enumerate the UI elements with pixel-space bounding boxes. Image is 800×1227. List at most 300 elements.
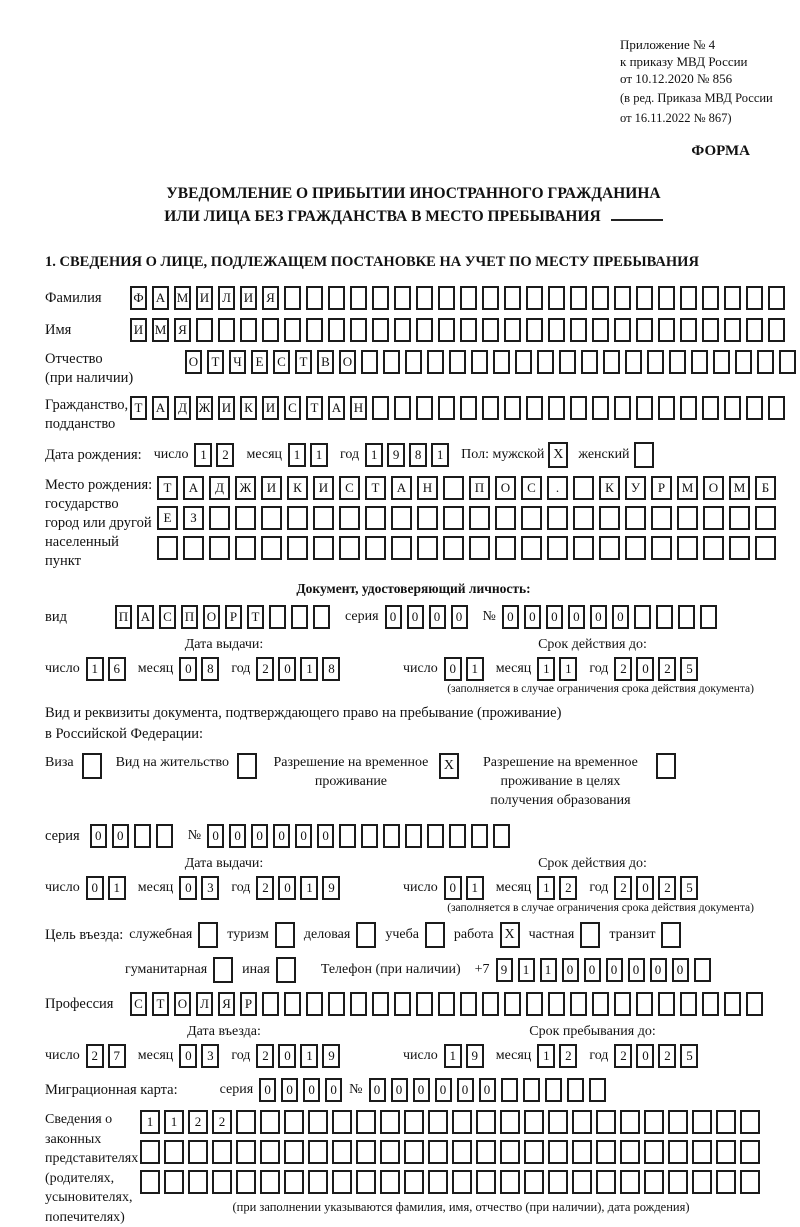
char-cell[interactable] [596,1170,616,1194]
char-cell[interactable] [677,536,698,560]
char-cell[interactable]: 9 [496,958,513,982]
char-cell[interactable] [313,536,334,560]
char-cell[interactable]: 0 [251,824,268,848]
char-cell[interactable]: 1 [540,958,557,982]
char-cell[interactable]: С [521,476,542,500]
char-cell[interactable] [614,286,631,310]
char-cell[interactable] [284,286,301,310]
char-cell[interactable]: И [262,396,279,420]
char-cell[interactable] [339,824,356,848]
char-cell[interactable] [746,286,763,310]
char-cell[interactable]: 6 [108,657,126,681]
char-cell[interactable] [501,1078,518,1102]
char-cell[interactable]: 0 [278,1044,296,1068]
char-cell[interactable] [636,286,653,310]
char-cell[interactable]: 0 [90,824,107,848]
char-cell[interactable] [668,1140,688,1164]
char-cell[interactable]: Б [755,476,776,500]
char-cell[interactable]: 0 [295,824,312,848]
char-cell[interactable]: Л [196,992,213,1016]
char-cell[interactable]: Т [306,396,323,420]
char-cell[interactable] [504,286,521,310]
char-cell[interactable] [416,396,433,420]
char-cell[interactable] [573,506,594,530]
char-cell[interactable] [573,536,594,560]
char-cell[interactable] [372,318,389,342]
char-cell[interactable] [235,506,256,530]
char-cell[interactable]: И [240,286,257,310]
char-cell[interactable] [735,350,752,374]
char-cell[interactable] [573,476,594,500]
char-cell[interactable] [140,1170,160,1194]
char-cell[interactable] [308,1110,328,1134]
char-cell[interactable]: 0 [444,876,462,900]
char-cell[interactable]: С [273,350,290,374]
char-cell[interactable] [548,1170,568,1194]
char-cell[interactable] [416,286,433,310]
char-cell[interactable]: О [203,605,220,629]
char-cell[interactable]: М [677,476,698,500]
char-cell[interactable]: 2 [559,1044,577,1068]
char-cell[interactable] [449,824,466,848]
char-cell[interactable] [380,1110,400,1134]
char-cell[interactable]: 0 [207,824,224,848]
char-cell[interactable]: 0 [369,1078,386,1102]
char-cell[interactable] [757,350,774,374]
char-cell[interactable] [339,506,360,530]
residence-permit-checkbox[interactable] [237,753,257,779]
char-cell[interactable]: 1 [300,1044,318,1068]
char-cell[interactable] [524,1170,544,1194]
char-cell[interactable]: 0 [391,1078,408,1102]
char-cell[interactable] [592,992,609,1016]
char-cell[interactable] [716,1140,736,1164]
char-cell[interactable] [236,1140,256,1164]
char-cell[interactable] [504,396,521,420]
char-cell[interactable]: 1 [444,1044,462,1068]
char-cell[interactable] [668,1110,688,1134]
char-cell[interactable]: И [261,476,282,500]
char-cell[interactable] [438,286,455,310]
char-cell[interactable]: 1 [466,657,484,681]
char-cell[interactable] [547,536,568,560]
char-cell[interactable] [559,350,576,374]
char-cell[interactable] [356,1110,376,1134]
char-cell[interactable]: 1 [164,1110,184,1134]
char-cell[interactable] [332,1140,352,1164]
female-checkbox[interactable] [634,442,654,468]
char-cell[interactable]: А [183,476,204,500]
char-cell[interactable] [460,396,477,420]
char-cell[interactable] [658,286,675,310]
char-cell[interactable]: А [137,605,154,629]
char-cell[interactable]: 3 [201,876,219,900]
char-cell[interactable] [405,350,422,374]
char-cell[interactable] [724,318,741,342]
char-cell[interactable]: 0 [407,605,424,629]
char-cell[interactable]: 0 [672,958,689,982]
char-cell[interactable]: Я [218,992,235,1016]
char-cell[interactable] [482,992,499,1016]
char-cell[interactable]: 2 [658,657,676,681]
char-cell[interactable]: 1 [431,443,449,467]
char-cell[interactable] [188,1170,208,1194]
male-checkbox[interactable]: X [548,442,568,468]
char-cell[interactable] [469,506,490,530]
char-cell[interactable] [476,1170,496,1194]
char-cell[interactable] [547,506,568,530]
char-cell[interactable]: 9 [322,1044,340,1068]
char-cell[interactable]: 0 [259,1078,276,1102]
char-cell[interactable] [548,1140,568,1164]
char-cell[interactable] [391,536,412,560]
char-cell[interactable] [746,992,763,1016]
char-cell[interactable]: 2 [188,1110,208,1134]
char-cell[interactable] [356,1170,376,1194]
char-cell[interactable] [746,396,763,420]
char-cell[interactable] [164,1170,184,1194]
char-cell[interactable] [383,350,400,374]
char-cell[interactable] [372,286,389,310]
char-cell[interactable] [634,605,651,629]
char-cell[interactable]: 0 [429,605,446,629]
char-cell[interactable] [592,286,609,310]
char-cell[interactable]: 1 [537,876,555,900]
char-cell[interactable] [306,992,323,1016]
char-cell[interactable] [350,286,367,310]
char-cell[interactable] [188,1140,208,1164]
char-cell[interactable] [332,1170,352,1194]
char-cell[interactable]: К [287,476,308,500]
char-cell[interactable] [702,396,719,420]
char-cell[interactable] [218,318,235,342]
char-cell[interactable] [157,536,178,560]
char-cell[interactable]: 2 [216,443,234,467]
char-cell[interactable] [524,1140,544,1164]
char-cell[interactable]: Д [209,476,230,500]
char-cell[interactable] [680,286,697,310]
char-cell[interactable]: 1 [537,1044,555,1068]
char-cell[interactable] [493,350,510,374]
char-cell[interactable]: 0 [273,824,290,848]
char-cell[interactable] [644,1170,664,1194]
char-cell[interactable] [365,506,386,530]
purpose-private-checkbox[interactable] [580,922,600,948]
char-cell[interactable] [495,536,516,560]
char-cell[interactable] [391,506,412,530]
char-cell[interactable]: 0 [636,657,654,681]
char-cell[interactable] [620,1110,640,1134]
purpose-humanitarian-checkbox[interactable] [213,957,233,983]
char-cell[interactable] [644,1140,664,1164]
char-cell[interactable] [404,1140,424,1164]
char-cell[interactable]: 0 [281,1078,298,1102]
char-cell[interactable]: 0 [457,1078,474,1102]
char-cell[interactable] [469,536,490,560]
char-cell[interactable] [260,1110,280,1134]
char-cell[interactable] [452,1170,472,1194]
char-cell[interactable]: В [317,350,334,374]
char-cell[interactable]: 0 [413,1078,430,1102]
char-cell[interactable] [570,318,587,342]
char-cell[interactable]: 2 [212,1110,232,1134]
char-cell[interactable]: М [152,318,169,342]
char-cell[interactable] [658,318,675,342]
char-cell[interactable] [521,536,542,560]
char-cell[interactable]: С [284,396,301,420]
char-cell[interactable] [328,318,345,342]
char-cell[interactable] [548,318,565,342]
char-cell[interactable] [548,396,565,420]
char-cell[interactable] [724,992,741,1016]
char-cell[interactable] [269,605,286,629]
char-cell[interactable]: О [339,350,356,374]
char-cell[interactable] [394,992,411,1016]
char-cell[interactable] [416,992,433,1016]
char-cell[interactable]: Е [157,506,178,530]
char-cell[interactable] [524,1110,544,1134]
char-cell[interactable] [526,286,543,310]
char-cell[interactable] [482,318,499,342]
char-cell[interactable] [680,992,697,1016]
char-cell[interactable]: 0 [636,1044,654,1068]
char-cell[interactable] [493,824,510,848]
char-cell[interactable] [260,1140,280,1164]
char-cell[interactable] [716,1170,736,1194]
char-cell[interactable] [262,992,279,1016]
char-cell[interactable]: 9 [466,1044,484,1068]
char-cell[interactable] [428,1140,448,1164]
char-cell[interactable] [140,1140,160,1164]
char-cell[interactable] [500,1140,520,1164]
char-cell[interactable] [443,536,464,560]
char-cell[interactable] [692,1140,712,1164]
char-cell[interactable] [308,1140,328,1164]
char-cell[interactable] [599,506,620,530]
char-cell[interactable] [677,506,698,530]
char-cell[interactable] [306,318,323,342]
char-cell[interactable] [405,824,422,848]
char-cell[interactable] [678,605,695,629]
char-cell[interactable]: Т [207,350,224,374]
char-cell[interactable] [692,1110,712,1134]
char-cell[interactable]: И [218,396,235,420]
char-cell[interactable] [287,536,308,560]
char-cell[interactable] [768,396,785,420]
char-cell[interactable]: 0 [325,1078,342,1102]
char-cell[interactable] [291,605,308,629]
char-cell[interactable]: 1 [559,657,577,681]
char-cell[interactable]: 0 [278,876,296,900]
char-cell[interactable]: 0 [568,605,585,629]
char-cell[interactable]: К [240,396,257,420]
char-cell[interactable]: Н [417,476,438,500]
char-cell[interactable] [729,506,750,530]
char-cell[interactable] [361,350,378,374]
char-cell[interactable]: 0 [179,1044,197,1068]
char-cell[interactable] [438,396,455,420]
char-cell[interactable] [262,318,279,342]
char-cell[interactable] [570,396,587,420]
visa-checkbox[interactable] [82,753,102,779]
char-cell[interactable]: 5 [680,1044,698,1068]
char-cell[interactable] [680,318,697,342]
char-cell[interactable] [306,286,323,310]
char-cell[interactable] [287,506,308,530]
char-cell[interactable] [521,506,542,530]
char-cell[interactable]: Я [262,286,279,310]
char-cell[interactable] [658,992,675,1016]
char-cell[interactable]: И [196,286,213,310]
char-cell[interactable] [260,1170,280,1194]
char-cell[interactable] [394,396,411,420]
char-cell[interactable] [500,1170,520,1194]
char-cell[interactable] [365,536,386,560]
char-cell[interactable] [476,1110,496,1134]
char-cell[interactable] [572,1140,592,1164]
char-cell[interactable] [596,1110,616,1134]
char-cell[interactable] [417,536,438,560]
char-cell[interactable] [240,318,257,342]
char-cell[interactable] [768,286,785,310]
char-cell[interactable] [625,536,646,560]
char-cell[interactable]: 0 [546,605,563,629]
char-cell[interactable]: Ж [196,396,213,420]
purpose-study-checkbox[interactable] [425,922,445,948]
char-cell[interactable] [694,958,711,982]
char-cell[interactable] [261,536,282,560]
char-cell[interactable] [779,350,796,374]
char-cell[interactable]: П [469,476,490,500]
char-cell[interactable] [545,1078,562,1102]
char-cell[interactable] [308,1170,328,1194]
char-cell[interactable] [209,506,230,530]
char-cell[interactable]: 1 [300,876,318,900]
char-cell[interactable] [443,506,464,530]
char-cell[interactable] [746,318,763,342]
char-cell[interactable] [394,318,411,342]
char-cell[interactable] [636,992,653,1016]
char-cell[interactable]: С [339,476,360,500]
char-cell[interactable]: Р [240,992,257,1016]
char-cell[interactable]: 2 [256,657,274,681]
char-cell[interactable]: 9 [387,443,405,467]
char-cell[interactable] [482,286,499,310]
char-cell[interactable]: 2 [658,1044,676,1068]
char-cell[interactable] [460,286,477,310]
char-cell[interactable] [372,396,389,420]
char-cell[interactable] [614,396,631,420]
char-cell[interactable] [212,1140,232,1164]
char-cell[interactable] [680,396,697,420]
char-cell[interactable]: Ч [229,350,246,374]
char-cell[interactable] [625,506,646,530]
char-cell[interactable] [603,350,620,374]
char-cell[interactable] [394,286,411,310]
char-cell[interactable] [724,396,741,420]
char-cell[interactable]: 1 [310,443,328,467]
char-cell[interactable] [651,506,672,530]
char-cell[interactable] [449,350,466,374]
char-cell[interactable] [284,1170,304,1194]
char-cell[interactable]: . [547,476,568,500]
char-cell[interactable]: П [115,605,132,629]
char-cell[interactable] [669,350,686,374]
char-cell[interactable]: 0 [317,824,334,848]
char-cell[interactable] [581,350,598,374]
char-cell[interactable]: Н [350,396,367,420]
char-cell[interactable]: Е [251,350,268,374]
char-cell[interactable] [416,318,433,342]
char-cell[interactable] [404,1170,424,1194]
char-cell[interactable] [636,318,653,342]
char-cell[interactable] [570,992,587,1016]
char-cell[interactable] [380,1170,400,1194]
char-cell[interactable] [156,824,173,848]
char-cell[interactable] [383,824,400,848]
char-cell[interactable]: 1 [300,657,318,681]
char-cell[interactable] [504,318,521,342]
char-cell[interactable] [460,992,477,1016]
char-cell[interactable] [620,1140,640,1164]
char-cell[interactable]: А [391,476,412,500]
char-cell[interactable]: 1 [108,876,126,900]
char-cell[interactable]: 2 [614,876,632,900]
char-cell[interactable]: 5 [680,876,698,900]
char-cell[interactable] [261,506,282,530]
char-cell[interactable]: 0 [650,958,667,982]
purpose-work-checkbox[interactable]: X [500,922,520,948]
char-cell[interactable]: Я [174,318,191,342]
char-cell[interactable] [614,992,631,1016]
char-cell[interactable] [350,992,367,1016]
char-cell[interactable] [702,318,719,342]
char-cell[interactable] [404,1110,424,1134]
char-cell[interactable]: У [625,476,646,500]
char-cell[interactable]: 7 [108,1044,126,1068]
char-cell[interactable]: 0 [278,657,296,681]
char-cell[interactable]: А [152,396,169,420]
char-cell[interactable] [523,1078,540,1102]
char-cell[interactable] [647,350,664,374]
char-cell[interactable]: 0 [86,876,104,900]
char-cell[interactable]: Т [295,350,312,374]
char-cell[interactable] [526,992,543,1016]
char-cell[interactable] [724,286,741,310]
char-cell[interactable]: Ф [130,286,147,310]
char-cell[interactable]: Т [152,992,169,1016]
temp-residence-checkbox[interactable]: X [439,753,459,779]
char-cell[interactable]: Р [651,476,672,500]
char-cell[interactable]: 0 [479,1078,496,1102]
char-cell[interactable] [236,1170,256,1194]
char-cell[interactable] [427,824,444,848]
char-cell[interactable] [656,605,673,629]
char-cell[interactable] [356,1140,376,1164]
char-cell[interactable] [740,1140,760,1164]
char-cell[interactable] [460,318,477,342]
char-cell[interactable]: 0 [628,958,645,982]
char-cell[interactable]: 0 [606,958,623,982]
char-cell[interactable] [284,992,301,1016]
char-cell[interactable] [691,350,708,374]
char-cell[interactable] [702,286,719,310]
char-cell[interactable]: 2 [256,876,274,900]
char-cell[interactable] [768,318,785,342]
char-cell[interactable]: 2 [256,1044,274,1068]
char-cell[interactable] [284,318,301,342]
char-cell[interactable]: 1 [466,876,484,900]
